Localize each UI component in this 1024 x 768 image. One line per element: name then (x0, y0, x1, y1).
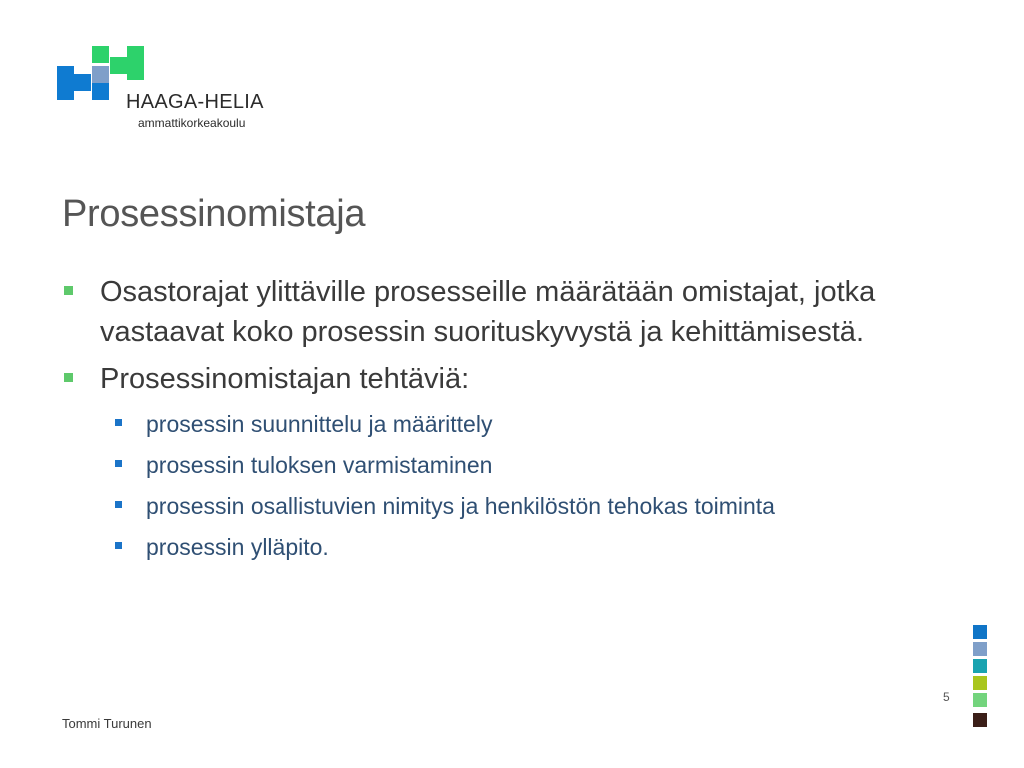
logo-square (110, 57, 127, 74)
slide-title: Prosessinomistaja (62, 193, 366, 235)
sub-bullet-square-icon (115, 542, 122, 549)
sub-bullet-item (62, 404, 962, 445)
decorative-square (973, 625, 987, 639)
sub-bullet-text: prosessin ylläpito. (146, 534, 329, 560)
sub-bullet-square-icon (115, 501, 122, 508)
logo-square (92, 66, 109, 83)
sub-bullet-text: prosessin tuloksen varmistaminen (146, 452, 493, 478)
decorative-square (973, 693, 987, 707)
bullet-item (62, 272, 962, 352)
sub-bullet-item (62, 486, 962, 527)
decorative-square (973, 642, 987, 656)
bullet-text: Prosessinomistajan tehtäviä: (100, 363, 470, 395)
logo-square (74, 74, 91, 91)
sub-bullet-square-icon (115, 419, 122, 426)
logo-subtitle: ammattikorkeakoulu (138, 116, 246, 130)
slide-content (62, 272, 962, 568)
sub-bullet-text: prosessin suunnittelu ja määrittely (146, 411, 493, 437)
logo-square (127, 63, 144, 80)
bullet-square-icon (64, 373, 73, 382)
sub-bullet-item (62, 445, 962, 486)
bullet-item (62, 359, 962, 399)
footer-author: Tommi Turunen (62, 716, 152, 731)
bullet-square-icon (64, 286, 73, 295)
logo-square (92, 46, 109, 63)
sub-bullet-list (62, 404, 962, 568)
logo-square (127, 46, 144, 63)
bullet-text: Osastorajat ylittäville prosesseille määrätään omistajat, jotka vastaavat koko prosessin suorituskyvystä ja kehittämisestä. (100, 276, 876, 348)
sub-bullet-item (62, 527, 962, 568)
logo-square (92, 83, 109, 100)
logo-square (57, 83, 74, 100)
logo-square (57, 66, 74, 83)
decorative-square (973, 713, 987, 727)
sub-bullet-square-icon (115, 460, 122, 467)
page-number: 5 (943, 690, 950, 704)
decorative-square (973, 659, 987, 673)
logo-name: HAAGA-HELIA (126, 91, 264, 113)
sub-bullet-text: prosessin osallistuvien nimitys ja henkilöstön tehokas toiminta (146, 493, 775, 519)
decorative-square (973, 676, 987, 690)
